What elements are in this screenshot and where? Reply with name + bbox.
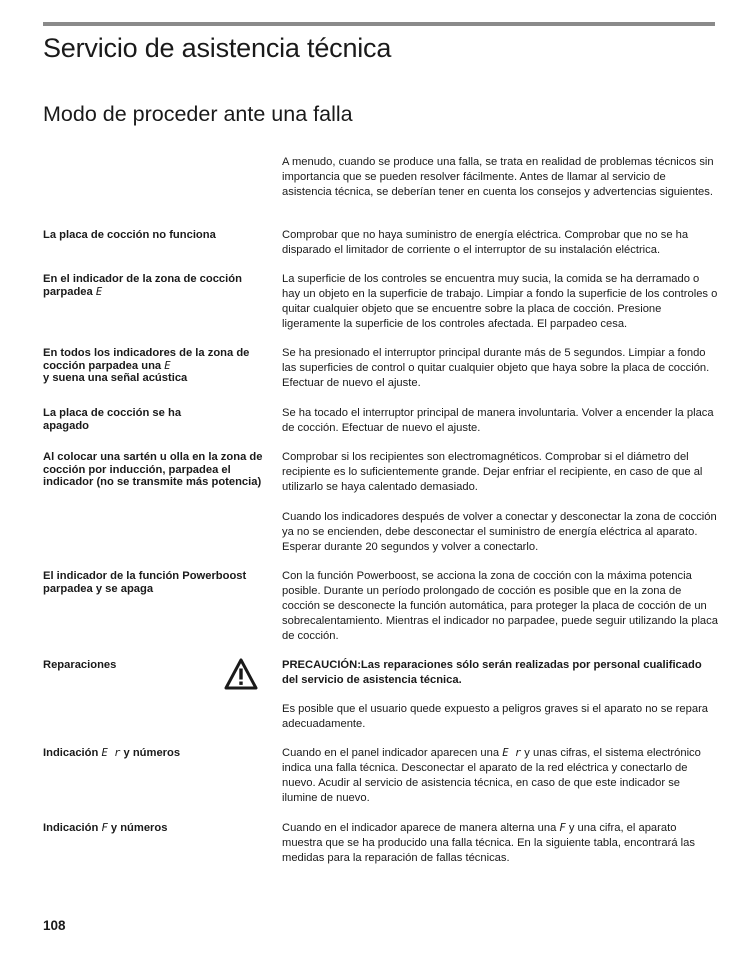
text-prefix: Cuando en el panel indicador aparecen una [282,747,500,759]
fault-text-no-funciona: Comprobar que no haya suministro de energía eléctrica. Comprobar que no se ha disparado el limitador de corriente o el interruptor de su instalación eléctrica. [282,229,689,256]
page-title: Servicio de asistencia técnica [43,33,392,63]
label-prefix: Indicación [43,822,99,834]
fault-text-todos-indicadores: Se ha presionado el interruptor principal durante más de 5 segundos. Limpiar a fondo las superficies de control o quitar cualquier objeto que haya sobre la placa de cocción. Efectuar de nuevo el ajuste. [282,347,710,389]
fault-label-todos-indicadores [43,347,268,385]
label-prefix: Indicación [43,747,99,759]
display-code-f: F [101,822,108,834]
text-suffix: y unas cifras, el sistema electrónico indica una falla técnica. Desconectar el aparato de la red eléctrica y conectarlo de nuevo. Acudir al servicio de asistencia técnica, en caso de que este indicador se ilumine de nuevo. [282,747,701,804]
fault-label-reparaciones: Reparaciones [43,659,117,671]
label-suffix: y suena una señal acústica [43,372,188,384]
label-suffix: y números [110,822,168,834]
display-code-er: E r [101,747,121,759]
fault-text-apagado: Se ha tocado el interruptor principal de manera involuntaria. Volver a encender la placa de cocción. Efectuar de nuevo el ajuste. [282,407,714,434]
display-code-e: E [95,285,103,298]
fault-text-er [282,746,718,806]
fault-label-parpadea-zona [43,273,268,298]
display-code-e: E [164,359,171,372]
fault-text-induccion: Comprobar si los recipientes son electromagnéticos. Comprobar si el diámetro del recipiente es lo suficientemente grande. Dejar enfriar el recipiente, en caso de que al utilizarlo se haya calentado demasiado. [282,451,703,493]
text-prefix: Cuando en el indicador aparece de manera alterna una [282,822,557,834]
top-rule [43,22,715,26]
intro-text: A menudo, cuando se produce una falla, se trata en realidad de problemas técnicos sin importancia que se pueden resolver fácilmente. Antes de llamar al servicio de asistencia técnica, se deberían tener en cuenta los consejos y advertencias siguientes. [282,156,714,198]
fault-text-f [282,821,718,866]
fault-text-powerboost: Con la función Powerboost, se acciona la zona de cocción con la máxima potencia posible. Durante un período prolongado de cocción es posible que en la zona de cocción se desconecte la función automática, para proteger la placa de cocción de un sobrecalentamiento. Mientras el indicador no parpadee, puede seguir utilizando la placa de cocción. [282,570,718,642]
warning-icon [224,658,258,690]
fault-text-parpadea-zona: La superficie de los controles se encuentra muy sucia, la comida se ha derramado o hay un objeto en la superficie de trabajo. Limpiar a fondo la superficie de los controles o quitar cualquier objeto que se encuentre sobre la placa de cocción. Presione ligeramente la superficie de los controles afectada. El parpadeo cesa. [282,273,718,330]
display-code-er: E r [502,747,522,759]
caution-text: PRECAUCIÓN:Las reparaciones sólo serán realizadas por personal cualificado del servicio de asistencia técnica. [282,659,702,686]
fault-label-apagado: La placa de cocción se ha apagado [43,407,182,432]
text-suffix: y una cifra, el aparato muestra que se ha producido una falla técnica. En la siguiente tabla, encontrará las medidas para la reparación de fallas técnicas. [282,822,695,864]
page-number: 108 [43,918,66,933]
label-text: En todos los indicadores de la zona de cocción parpadea una [43,347,250,372]
fault-label-induccion: Al colocar una sartén u olla en la zona de cocción por inducción, parpadea el indicador (no se transmite más potencia) [43,451,263,488]
display-code-f: F [559,822,566,834]
label-suffix: y números [123,747,181,759]
fault-label-powerboost: El indicador de la función Powerboost parpadea y se apaga [43,570,247,595]
fault-text-reparaciones: Es posible que el usuario quede expuesto a peligros graves si el aparato no se repara adecuadamente. [282,703,709,730]
fault-label-f [43,822,268,835]
fault-label-no-funciona: La placa de cocción no funciona [43,229,216,241]
label-text: En el indicador de la zona de cocción parpadea [43,273,242,298]
fault-label-er [43,747,268,760]
fault-text-induccion-2: Cuando los indicadores después de volver a conectar y desconectar la zona de cocción ya no se encienden, debe desconectar el suministro de energía eléctrica al aparato. Esperar durante 20 segundos y volver a conectarlo. [282,511,717,553]
section-title: Modo de proceder ante una falla [43,102,353,126]
